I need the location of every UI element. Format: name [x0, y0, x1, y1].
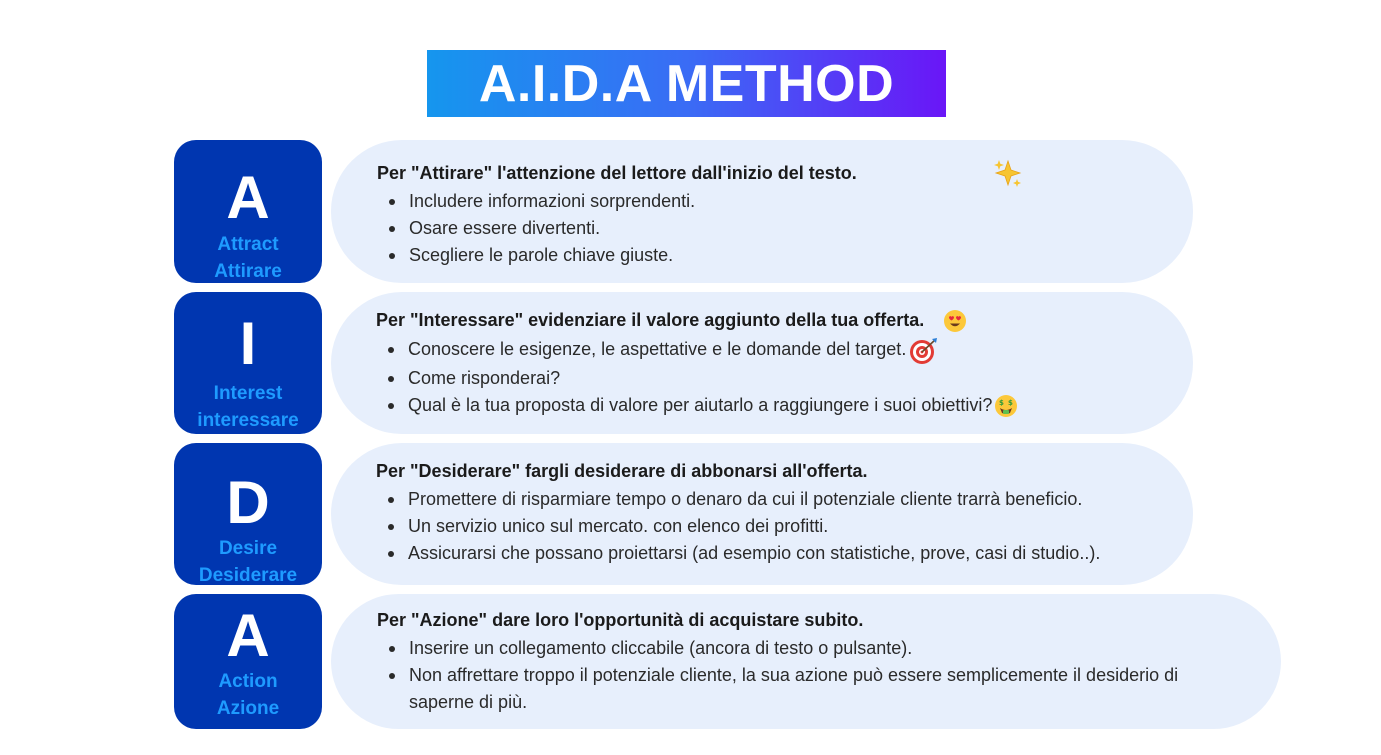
heart-eyes-face-icon — [943, 309, 967, 333]
step-description-card — [331, 140, 1193, 283]
step-label-en: Attract — [217, 234, 279, 255]
step-badge — [174, 443, 322, 585]
svg-text:$: $ — [1008, 398, 1014, 407]
aida-step-action — [0, 594, 1381, 729]
list-item — [408, 336, 1143, 364]
aida-step-desire — [0, 443, 1381, 585]
list-item: Scegliere le parole chiave giuste. — [409, 242, 1143, 269]
step-heading-text: Per "Interessare" evidenziare il valore aggiunto della tua offerta. — [376, 310, 925, 330]
step-heading — [376, 308, 1143, 333]
step-label-it: Azione — [216, 698, 280, 719]
list-item: Assicurarsi che possano proiettarsi (ad esempio con statistiche, prove, casi di studio..). — [408, 540, 1173, 567]
step-description-card — [331, 594, 1281, 729]
list-item: Osare essere divertenti. — [409, 215, 1143, 242]
target-icon — [908, 337, 938, 365]
step-badge — [174, 292, 322, 434]
aida-step-attract — [0, 140, 1381, 283]
step-label-it: Desiderare — [198, 565, 298, 586]
list-item: Come risponderai? — [408, 365, 1143, 392]
step-label-en: Desire — [218, 538, 278, 559]
list-item — [408, 392, 1143, 419]
step-label-en: Interest — [213, 383, 283, 404]
step-letter: D — [226, 469, 270, 536]
step-heading: Per "Attirare" l'attenzione del lettore dall'inizio del testo. — [377, 163, 857, 183]
list-item-text: Qual è la tua proposta di valore per aiutarlo a raggiungere i suoi obiettivi? — [408, 394, 993, 415]
sparkles-icon — [993, 158, 1023, 188]
list-item-text: Conoscere le esigenze, le aspettative e le domande del target. — [408, 339, 907, 360]
step-badge — [174, 140, 322, 283]
step-label-it: Attirare — [214, 261, 282, 282]
step-heading: Per "Desiderare" fargli desiderare di abbonarsi all'offerta. — [376, 461, 868, 481]
step-description-card — [331, 443, 1193, 585]
step-bullet-list — [376, 486, 1173, 567]
step-bullet-list — [377, 188, 1143, 269]
list-item: Un servizio unico sul mercato. con elenco dei profitti. — [408, 513, 1173, 540]
list-item: Non affrettare troppo il potenziale cliente, la sua azione può essere semplicemente il desiderio di saperne di più. — [409, 662, 1231, 716]
step-letter: A — [226, 164, 270, 231]
list-item: Inserire un collegamento cliccabile (ancora di testo o pulsante). — [409, 635, 1231, 662]
step-label-en: Action — [218, 671, 278, 692]
title-banner — [427, 50, 946, 117]
list-item: Promettere di risparmiare tempo o denaro da cui il potenziale cliente trarrà beneficio. — [408, 486, 1173, 513]
money-mouth-face-icon — [994, 394, 1018, 418]
list-item: Includere informazioni sorprendenti. — [409, 188, 1143, 215]
step-bullet-list — [376, 336, 1143, 418]
step-letter: I — [239, 310, 257, 377]
step-badge — [174, 594, 322, 729]
svg-text:$: $ — [999, 398, 1005, 407]
step-description-card — [331, 292, 1193, 434]
step-letter: A — [226, 602, 270, 669]
step-heading: Per "Azione" dare loro l'opportunità di acquistare subito. — [377, 610, 864, 630]
aida-step-interest — [0, 292, 1381, 434]
step-bullet-list — [377, 635, 1231, 716]
page-title: A.I.D.A METHOD — [478, 54, 895, 113]
step-label-it: interessare — [197, 410, 299, 431]
